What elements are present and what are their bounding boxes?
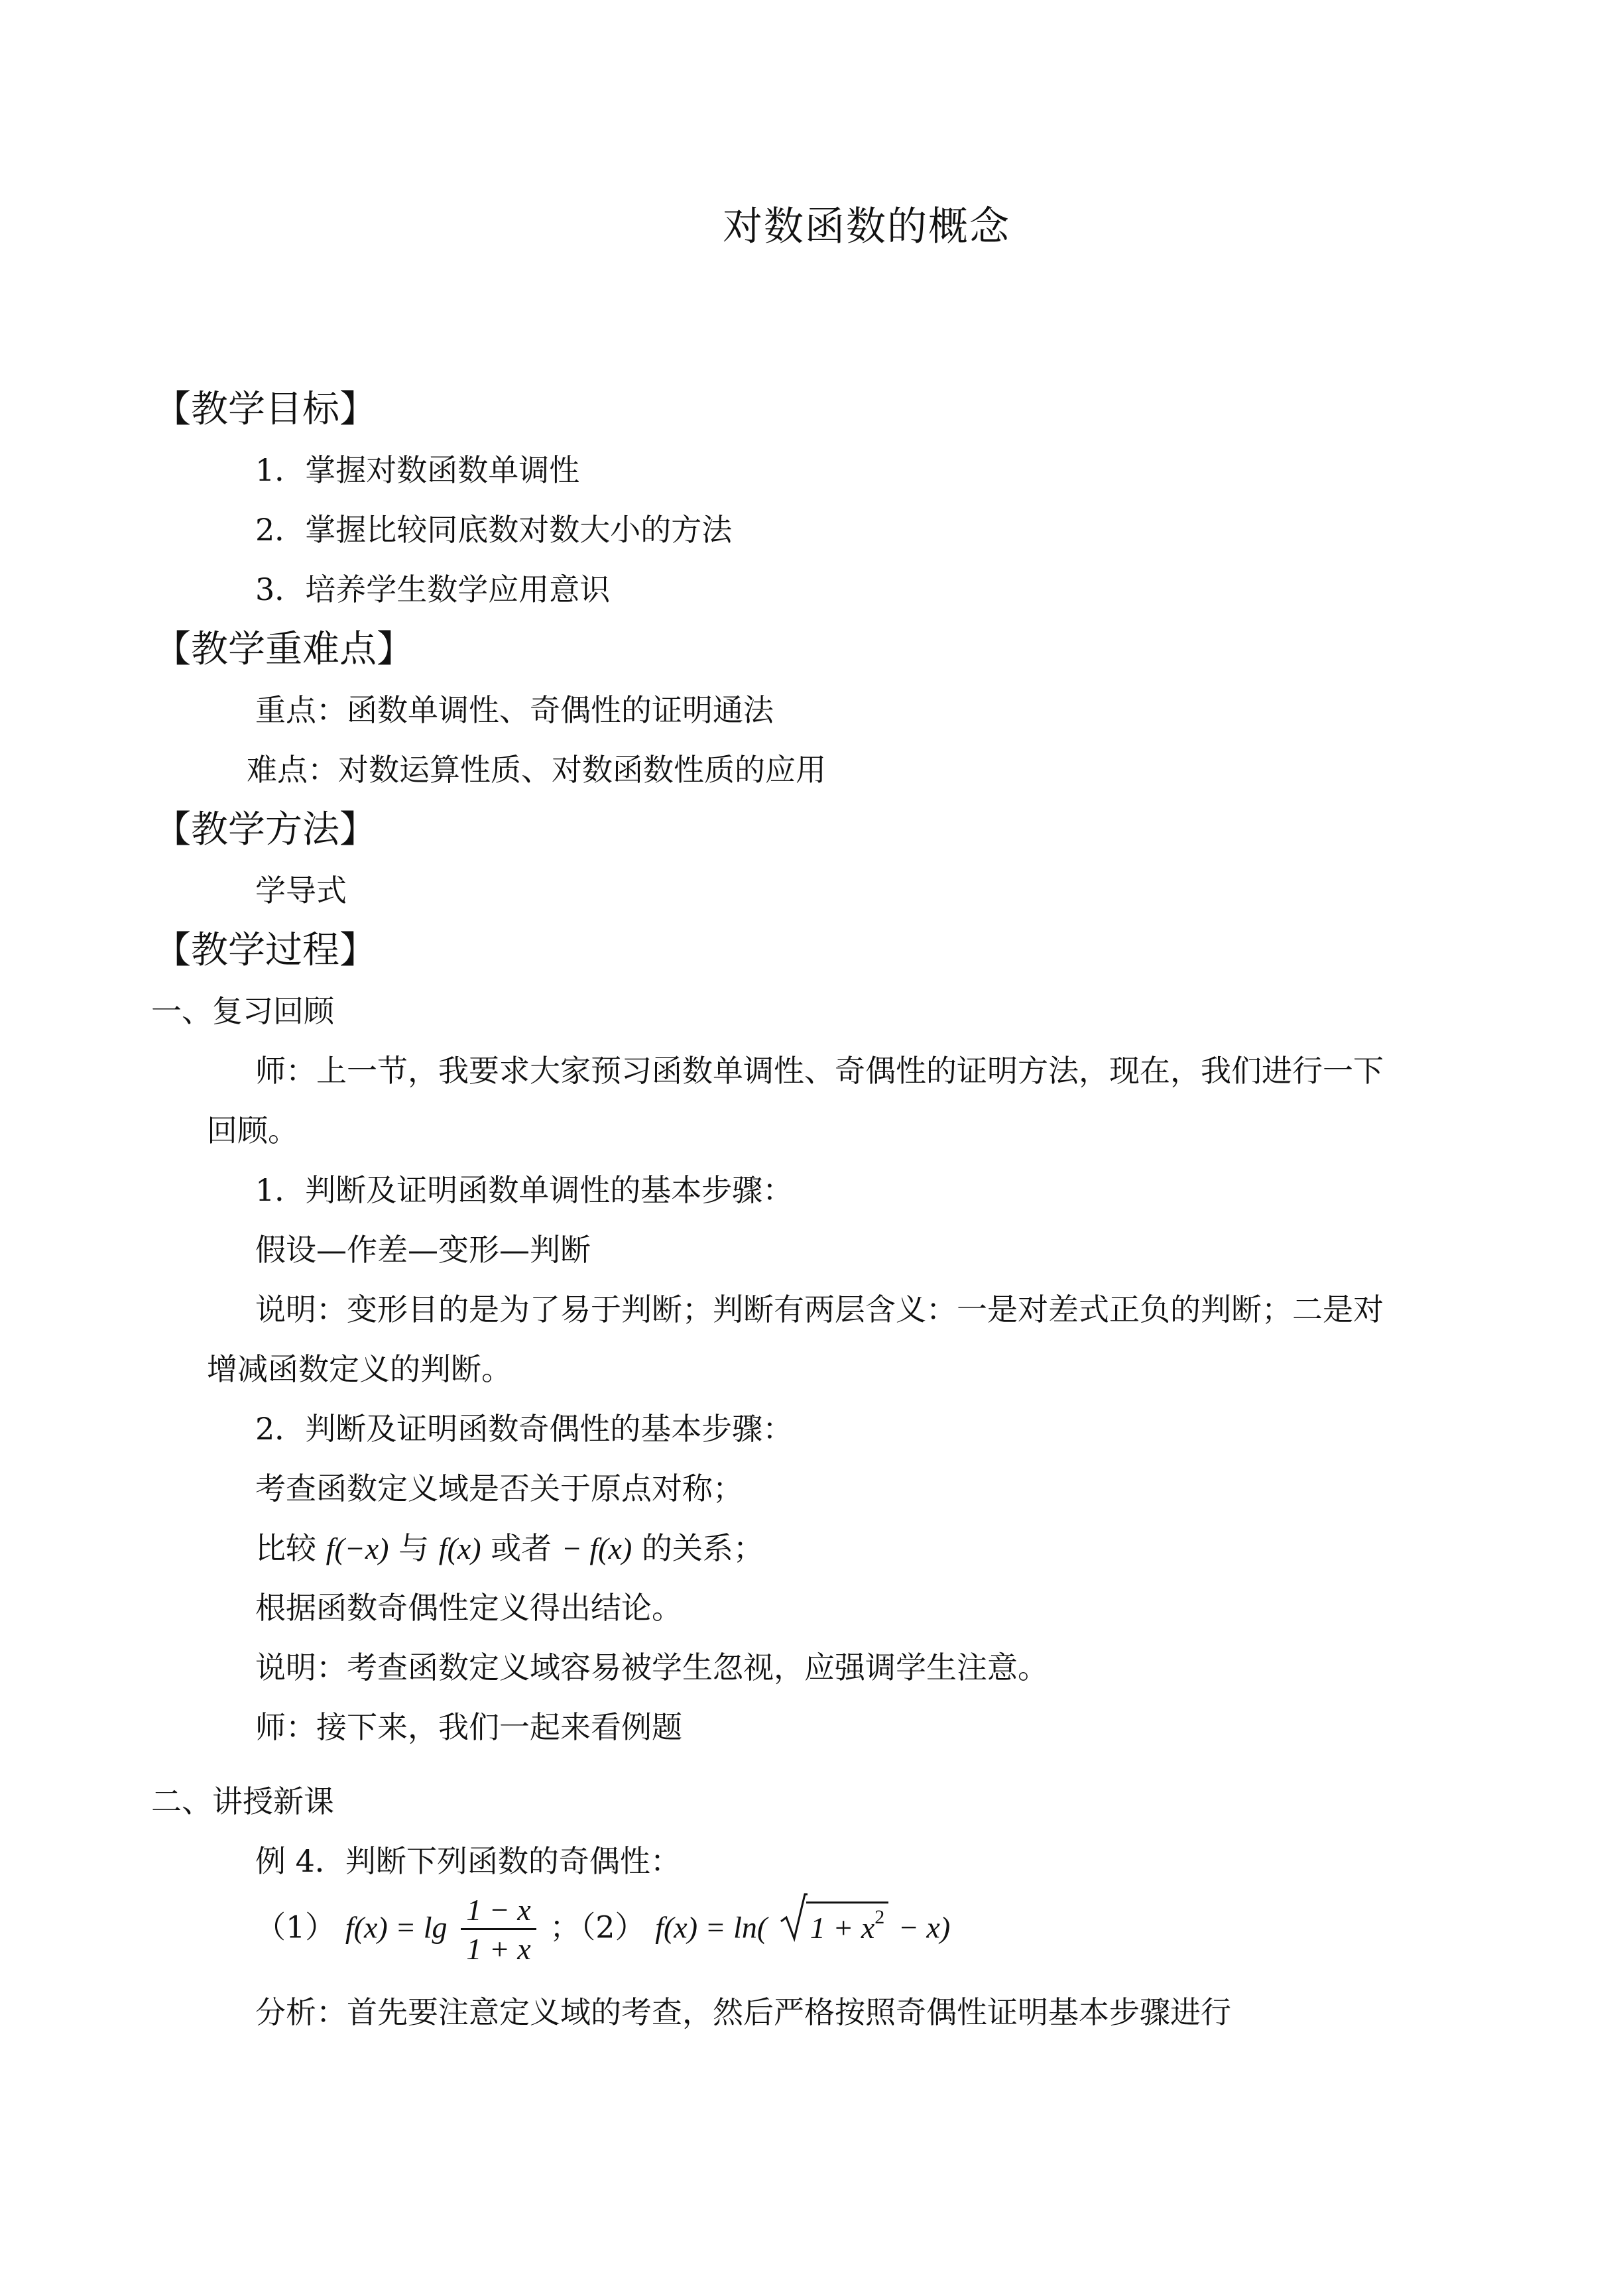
review-heading: 一、复习回顾 — [151, 993, 334, 1029]
math-f-neg-x: f(−x) — [326, 1532, 389, 1565]
formula-2-tail: − x) — [898, 1910, 951, 1945]
teacher-intro-line1: 师：上一节，我要求大家预习函数单调性、奇偶性的证明方法，现在，我们进行一下 — [255, 1053, 1384, 1089]
section-heading-goals: 【教学目标】 — [154, 388, 377, 431]
math-neg-f-x: − f(x) — [561, 1532, 632, 1565]
monotonic-note-line1: 说明：变形目的是为了易于判断；判断有两层含义：一是对差式正负的判断；二是对 — [255, 1292, 1384, 1327]
formula-separator: ；（2） — [550, 1909, 646, 1945]
math-f-x: f(x) — [438, 1532, 481, 1565]
sqrt-radical-icon — [780, 1892, 808, 1943]
section-heading-key-points: 【教学重难点】 — [154, 628, 414, 671]
parity-step-2-mid2: 或者 — [491, 1530, 552, 1566]
formula-2-sqrt — [780, 1902, 888, 1943]
parity-note: 说明：考查函数定义域容易被学生忽视，应强调学生注意。 — [255, 1650, 1048, 1685]
formula-2-lhs: f(x) = ln( — [655, 1910, 768, 1945]
fraction-denominator: 1 + x — [466, 1932, 531, 1966]
new-lesson-heading: 二、讲授新课 — [151, 1783, 334, 1819]
parity-step-2-mid1: 与 — [398, 1530, 430, 1566]
parity-step-2 — [255, 1530, 764, 1566]
exponent: 2 — [874, 1905, 885, 1928]
monotonic-steps-title: 1．判断及证明函数单调性的基本步骤： — [255, 1172, 794, 1208]
formula-1-lhs: f(x) = lg — [345, 1910, 448, 1945]
monotonic-steps: 假设—作差—变形—判断 — [255, 1232, 591, 1268]
parity-step-2-prefix: 比较 — [255, 1530, 316, 1566]
teacher-intro-line2: 回顾。 — [207, 1113, 298, 1148]
radicand-text: 1 + x — [810, 1910, 875, 1945]
page-title: 对数函数的概念 — [723, 204, 1010, 250]
section-heading-process: 【教学过程】 — [154, 929, 377, 972]
teacher-next: 师：接下来，我们一起来看例题 — [255, 1709, 682, 1745]
example-formula — [255, 1895, 950, 1964]
section-heading-method: 【教学方法】 — [154, 808, 377, 851]
parity-step-3: 根据函数奇偶性定义得出结论。 — [255, 1590, 682, 1626]
goal-item: 2．掌握比较同底数对数大小的方法 — [255, 512, 733, 548]
key-point-difficulty: 难点：对数运算性质、对数函数性质的应用 — [247, 752, 826, 788]
parity-steps-title: 2．判断及证明函数奇偶性的基本步骤： — [255, 1411, 794, 1447]
example-title: 例 4．判断下列函数的奇偶性： — [255, 1843, 681, 1879]
analysis-text: 分析：首先要注意定义域的考查，然后严格按照奇偶性证明基本步骤进行 — [255, 1994, 1231, 2030]
goal-item: 3．培养学生数学应用意识 — [255, 572, 611, 607]
formula-1-fraction — [461, 1895, 536, 1964]
formula-label-1: （1） — [255, 1909, 336, 1945]
radicand — [806, 1902, 888, 1943]
parity-step-2-suffix: 的关系； — [641, 1530, 764, 1566]
monotonic-note-line2: 增减函数定义的判断。 — [207, 1351, 512, 1387]
goal-item: 1．掌握对数函数单调性 — [255, 452, 580, 488]
fraction-numerator: 1 − x — [461, 1895, 536, 1930]
parity-step-1: 考查函数定义域是否关于原点对称； — [255, 1471, 743, 1506]
key-point-focus: 重点：函数单调性、奇偶性的证明通法 — [255, 692, 774, 728]
method-text: 学导式 — [255, 873, 347, 908]
